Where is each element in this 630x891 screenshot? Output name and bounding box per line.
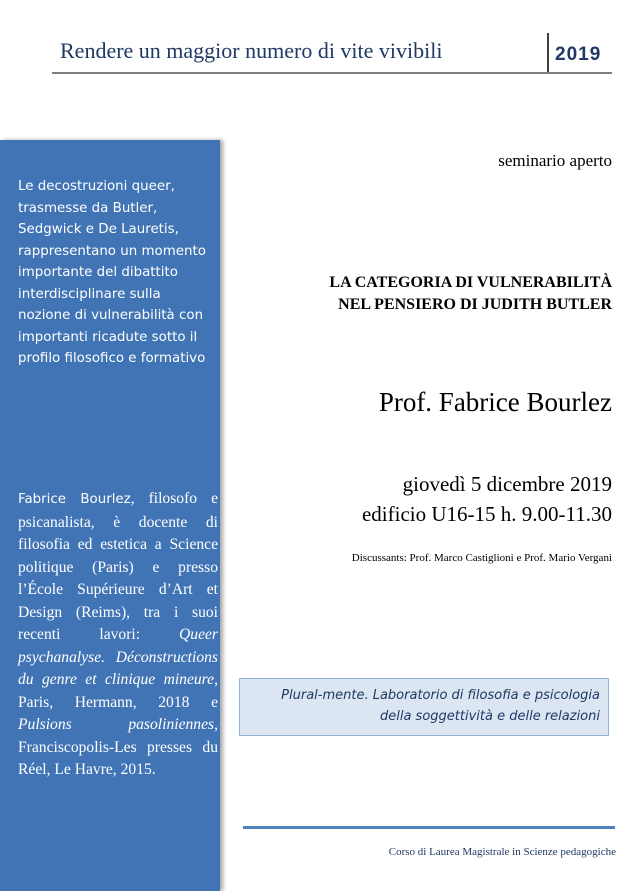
lecture-title-line2: NEL PENSIERO DI JUDITH BUTLER [338,296,612,313]
header-year: 2019 [555,44,602,65]
lab-line1: Plural-mente. Laboratorio di filosofia e psicologia [281,688,600,703]
bio-part1: , filosofo e psicanalista, è docente di filosofia ed estetica a Science politique (Paris) e presso l’École Supérieure d’Art et Design (Reims), tra i suoi recenti lavori: [18,490,218,643]
lab-line2: della soggettività e delle relazioni [379,709,600,724]
event-date: giovedì 5 dicembre 2019 [402,472,612,496]
footer-rule [243,826,615,829]
lecture-title-line1: LA CATEGORIA DI VULNERABILITÀ [329,274,612,291]
book1-title: Queer psychanalyse. Déconstructions du genre et clinique mineure [18,626,218,688]
discussants: Discussants: Prof. Marco Castiglioni e Prof. Mario Vergani [351,552,612,564]
header-rule [52,72,612,74]
event-type: seminario aperto [498,151,612,170]
sidebar-intro-text: Le decostruzioni queer, trasmesse da Butler, Sedgwick e De Lauretis, rappresentano un momento importante del dibattito interdisciplinare sulla nozione di vulnerabilità con importanti ricadute sotto il profilo filosofico e formativo [18,179,206,366]
lecture-title [232,272,612,316]
header-title: Rendere un maggior numero di vite vivibili [60,38,443,63]
bio-part3: , Franciscopolis-Les presses du Réel, Le Havre, 2015. [18,716,218,778]
header-divider [547,33,549,73]
speaker-name: Prof. Fabrice Bourlez [378,387,612,417]
lab-text [245,685,600,727]
book2-title: Pulsions pasoliniennes [18,716,215,733]
bio-part2: , Paris, Hermann, 2018 e [18,671,218,711]
bio-name: Fabrice Bourlez [18,492,131,507]
lab-box [239,678,609,736]
sidebar-bio-text [18,488,218,782]
footer-text: Corso di Laurea Magistrale in Scienze pedagogiche [388,846,616,858]
event-place: edificio U16-15 h. 9.00-11.30 [361,502,612,526]
